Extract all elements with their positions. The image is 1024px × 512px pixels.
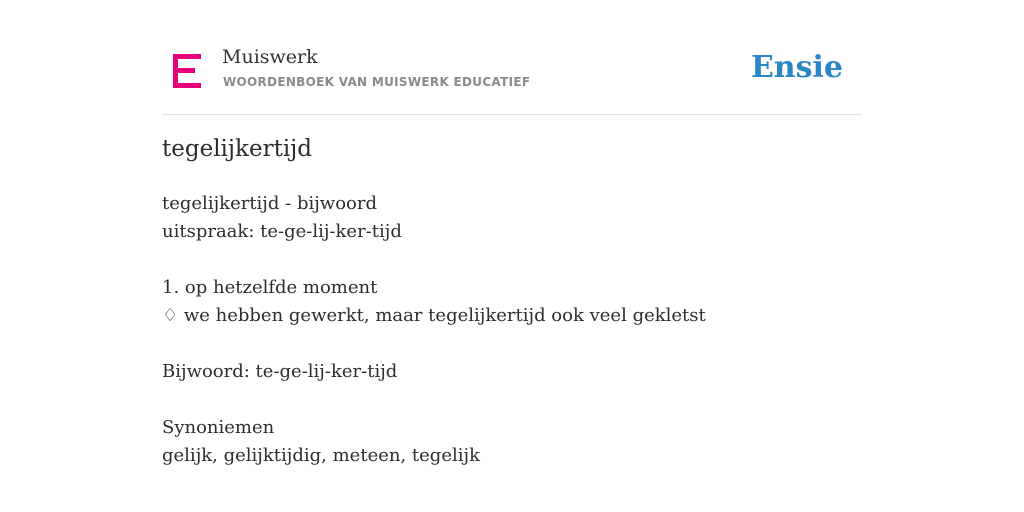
entry-pronunciation: uitspraak: te-ge-lij-ker-tijd [162,221,402,242]
entry-headword-line: tegelijkertijd - bijwoord [162,193,378,214]
entry-definition: 1. op hetzelfde moment [162,277,378,298]
blank-line [162,386,862,414]
logo-bar-bottom [173,83,201,88]
entry-title: tegelijkertijd [162,136,313,162]
site-header [162,40,862,115]
brand-name-link[interactable]: Muiswerk [222,46,318,68]
muiswerk-logo-icon[interactable] [173,54,201,88]
logo-bar-top [173,54,201,59]
synonyms-list: gelijk, gelijktijdig, meteen, tegelijk [162,445,480,466]
brand-subtitle: WOORDENBOEK VAN MUISWERK EDUCATIEF [223,75,531,89]
logo-bar-middle [173,68,195,73]
entry-example: ♢ we hebben gewerkt, maar tegelijkertijd ook veel gekletst [162,305,706,326]
ensie-logo-link[interactable]: Ensie [750,50,843,85]
entry-word-class: Bijwoord: te-ge-lij-ker-tijd [162,361,398,382]
blank-line [162,330,862,358]
entry-body [162,190,862,470]
blank-line [162,246,862,274]
synonyms-heading: Synoniemen [162,417,275,438]
